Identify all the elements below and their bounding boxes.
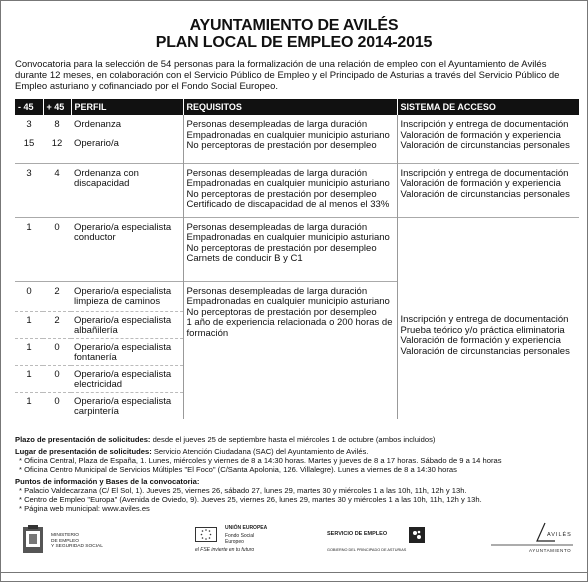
coat-of-arms-icon xyxy=(21,525,45,555)
perfil: Operario/a especialista electricidad xyxy=(71,365,183,392)
ministerio-logo xyxy=(21,525,111,555)
acceso-item: Valoración de formación y experiencia xyxy=(400,335,561,346)
acceso-item: Valoración de circunstancias personales xyxy=(400,140,570,151)
ministerio-line: Y SEGURIDAD SOCIAL xyxy=(51,544,103,550)
aviles-logo xyxy=(485,519,575,559)
count-over-45: 0 xyxy=(43,338,71,365)
requisito: Personas desempleadas de larga duración xyxy=(186,119,368,130)
count-under-45: 1 xyxy=(15,365,43,392)
requisito: Certificado de discapacidad de al menos el 33% xyxy=(186,199,390,210)
count-over-45: 4 xyxy=(43,163,71,217)
count-over-45: 0 xyxy=(43,365,71,392)
ministerio-line: MINISTERIO xyxy=(51,533,79,538)
table-row xyxy=(15,217,579,281)
requisito: No perceptoras de prestación por desempleo xyxy=(186,188,377,200)
acceso-item: Prueba teórico y/o práctica eliminatoria xyxy=(400,324,565,336)
plazo-label: Plazo de presentación de solicitudes: xyxy=(15,435,151,444)
count-over-45: 0 xyxy=(43,217,71,281)
requisitos-cell xyxy=(183,163,397,217)
header-requisitos: REQUISITOS xyxy=(183,99,397,115)
requisito: Empadronadas en cualquier municipio asturiano xyxy=(186,178,390,189)
acceso-item: Valoración de circunstancias personales xyxy=(400,345,570,357)
perfil: Operario/a especialista carpintería xyxy=(71,392,183,419)
eu-flag-icon xyxy=(195,527,217,542)
ue-fondo-line: Europeo xyxy=(225,539,244,545)
ue-fse-logo xyxy=(195,525,295,559)
perfil: Operario/a xyxy=(74,137,119,149)
aviles-top: AVILÉS xyxy=(547,532,572,538)
requisito: Empadronadas en cualquier municipio asturiano xyxy=(186,129,390,141)
table-row xyxy=(15,163,579,217)
count-under-45: 1 xyxy=(15,217,43,281)
lugar-text: Servicio Atención Ciudadana (SAC) del Ayuntamiento de Avilés. xyxy=(151,447,369,456)
requisitos-cell xyxy=(183,281,397,419)
count-under-45: 1 xyxy=(15,392,43,419)
puntos-item: * Centro de Empleo "Europa" (Avenida de Oviedo, 9). Jueves 25, viernes 26, lunes 29, martes 30 y miércoles 1 a las 10h, 11h, 12h y 13h. xyxy=(19,495,482,504)
table-header-row xyxy=(15,99,579,115)
count-under-45: 1 xyxy=(15,311,43,338)
acceso-item: Inscripción y entrega de documentación xyxy=(400,167,569,179)
ue-fondo-line: Fondo Social xyxy=(225,533,255,539)
perfil: Ordenanza con discapacidad xyxy=(71,163,183,217)
count-under-45: 3 xyxy=(26,119,32,130)
requisito: Personas desempleadas de larga duración xyxy=(186,285,368,297)
requisito: Personas desempleadas de larga duración xyxy=(186,167,368,179)
requisito: Personas desempleadas de larga duración xyxy=(186,221,368,233)
servicio-empleo-logo xyxy=(327,523,437,557)
ue-title: UNIÓN EUROPEA xyxy=(225,525,268,531)
lugar-item: * Oficina Centro Municipal de Servicios Múltiples "El Foco" (C/Santa Apolonia, 126. Villalegre). Lunes a viernes de 8 a 14:30 horas xyxy=(19,465,457,474)
footer-info xyxy=(15,435,575,516)
requisitos-cell xyxy=(183,115,397,163)
perfil: Operario/a especialista albañilería xyxy=(71,311,183,338)
ue-motto: el FSE invierte en tu futuro xyxy=(195,547,255,553)
count-under-45: 0 xyxy=(15,281,43,311)
website-link[interactable]: * Página web municipal: www.aviles.es xyxy=(19,504,150,513)
perfil: Operario/a especialista limpieza de caminos xyxy=(71,281,183,311)
acceso-item: Valoración de formación y experiencia xyxy=(400,129,561,141)
bottom-border xyxy=(1,572,587,581)
requisito: No perceptoras de prestación por desempleo xyxy=(186,306,377,318)
header-under-45: - 45 xyxy=(15,99,43,115)
requisito: No perceptoras de prestación por desempleo xyxy=(186,140,377,151)
title-line-2: PLAN LOCAL DE EMPLEO 2014-2015 xyxy=(155,34,433,51)
count-over-45: 0 xyxy=(43,392,71,419)
perfil: Operario/a especialista conductor xyxy=(71,217,183,281)
header xyxy=(1,1,587,51)
table-row xyxy=(15,115,579,131)
acceso-item: Inscripción y entrega de documentación xyxy=(400,314,569,325)
count-under-45: 15 xyxy=(23,137,35,149)
count-under-45: 1 xyxy=(15,338,43,365)
sepa-subtitle: GOBIERNO DEL PRINCIPADO DE ASTURIAS xyxy=(327,548,407,552)
count-over-45: 2 xyxy=(43,281,71,311)
perfil: Ordenanza xyxy=(74,119,122,130)
count-under-45: 3 xyxy=(15,163,43,217)
requisito: 1 año de experiencia relacionada o 200 horas de formación xyxy=(186,317,393,339)
lugar-block xyxy=(15,447,575,474)
header-acceso: SISTEMA DE ACCESO xyxy=(397,99,579,115)
ministerio-line: DE EMPLEO xyxy=(51,538,79,544)
intro-paragraph: Convocatoria para la selección de 54 personas para la formalización de una relación de empleo con el Ayuntamiento de Avilés durante 12 meses, en colaboración con el Servicio Público de Empleo y el Principado de Asturias a través del Servicio Público de Empleo asturiano y cofinanciado por el Fondo Social Europeo. xyxy=(15,59,560,92)
perfil: Operario/a especialista fontanería xyxy=(71,338,183,365)
sepa-title: SERVICIO DE EMPLEO xyxy=(327,531,388,537)
acceso-item: Valoración de circunstancias personales xyxy=(400,188,570,200)
plazo-line xyxy=(15,435,575,444)
requisito: Empadronadas en cualquier municipio asturiano xyxy=(186,296,390,307)
acceso-item: Valoración de formación y experiencia xyxy=(400,178,561,189)
sepa-mark-icon xyxy=(409,527,425,543)
lugar-label: Lugar de presentación de solicitudes: xyxy=(15,447,152,456)
sponsor-logos xyxy=(15,519,575,569)
header-perfil: PERFIL xyxy=(71,99,183,115)
requisito: Carnets de conducir B y C1 xyxy=(186,253,303,264)
acceso-item: Inscripción y entrega de documentación xyxy=(400,119,569,130)
puntos-item: * Palacio Valdecarzana (C/ El Sol, 1). Jueves 25, viernes 26, sábado 27, lunes 29, martes 30 y miércoles 1 a las 10h, 11h, 12h y 13h. xyxy=(19,486,467,495)
count-over-45: 8 xyxy=(54,119,60,130)
puntos-block xyxy=(15,477,575,513)
positions-table xyxy=(15,99,580,419)
lugar-item: * Oficina Central, Plaza de España, 1. Lunes, miércoles y viernes de 8 a 14:30 horas. Martes y jueves de 8 a 17 horas. Sábado de 9 a 14 horas xyxy=(19,456,502,465)
acceso-cell xyxy=(397,163,579,217)
plazo-text: desde el jueves 25 de septiembre hasta el miércoles 1 de octubre (ambos incluidos) xyxy=(150,435,436,444)
count-over-45: 2 xyxy=(43,311,71,338)
requisito: No perceptoras de prestación por desempleo xyxy=(186,242,377,254)
acceso-cell xyxy=(397,115,579,163)
puntos-label: Puntos de información y Bases de la convocatoria: xyxy=(15,477,200,486)
count-over-45: 12 xyxy=(51,137,63,149)
requisitos-cell xyxy=(183,217,397,281)
aviles-bottom: AYUNTAMIENTO xyxy=(529,548,572,553)
acceso-cell-shared xyxy=(397,217,579,419)
requisito: Empadronadas en cualquier municipio asturiano xyxy=(186,232,390,243)
title-line-1: AYUNTAMIENTO DE AVILÉS xyxy=(189,17,399,34)
header-over-45: + 45 xyxy=(43,99,71,115)
